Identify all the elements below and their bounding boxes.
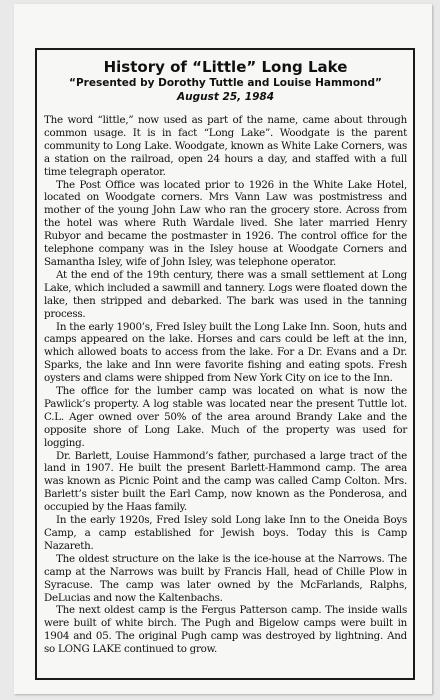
paragraph: In the early 1900’s, Fred Isley built the Long Lake Inn. Soon, huts and camps appeared on the lake. Horses and cars could be left at the inn, which allowed boats to access from the lake. For a Dr. Evans and a Dr. Sparks, the lake and Inn were favorite fishing and eating spots. Fresh oysters and clams were shipped from New York City on ice to the Inn. — [44, 320, 407, 385]
document-page — [14, 4, 432, 694]
paragraph: The office for the lumber camp was located on what is now the Pawlick’s property. A log stable was located near the present Tuttle lot. C.L. Ager owned over 50% of the area around Brandy Lake and the opposite shore of Long Lake. Much of the property was used for logging. — [44, 385, 407, 449]
paragraph: The word “little,” now used as part of the name, came about through common usage. It is in fact “Long Lake”. Woodgate is the parent community to Long Lake. Woodgate, known as White Lake Corners, was a station on the railroad, open 24 hours a day, and staffed with a full time telegraph operator. — [44, 114, 407, 178]
paragraph: The next oldest camp is the Fergus Patterson camp. The inside walls were built of white birch. The Pugh and Bigelow camps were built in 1904 and 05. The original Pugh camp was destroyed by lightning. And so LONG LAKE continued to grow. — [44, 604, 407, 656]
paragraph: The Post Office was located prior to 1926 in the White Lake Hotel, located on Woodgate corners. Mrs Vann Law was postmistress and mother of the young John Law who ran the grocery store. Across from the hotel was where Ruth Wardale lived. She later married Henry Rubyor and became the postmaster in 1926. The control office for the telephone company was in the Isley house at Woodgate Corners and Samantha Isley, wife of John Isley, was telephone operator. — [44, 178, 407, 268]
page-subtitle: “Presented by Dorothy Tuttle and Louise Hammond” — [69, 77, 382, 89]
article-frame — [35, 48, 415, 680]
paragraph: At the end of the 19th century, there was a small settlement at Long Lake, which included a sawmill and tannery. Logs were floated down the lake, then stripped and debarked. The bark was used in the tanning process. — [44, 268, 407, 320]
article-date: August 25, 1984 — [177, 91, 274, 103]
article-body — [44, 114, 407, 656]
paragraph: Dr. Barlett, Louise Hammond’s father, purchased a large tract of the land in 1907. He built the present Barlett-Hammond camp. The area was known as Picnic Point and the camp was called Camp Colton. Mrs. Barlett’s sister built the Earl Camp, now known as the Ponderosa, and occupied by the Haas family. — [44, 449, 407, 514]
page-title: History of “Little” Long Lake — [103, 58, 348, 76]
paragraph: In the early 1920s, Fred Isley sold Long lake Inn to the Oneida Boys Camp, a camp established for Jewish boys. Today this is Camp Nazareth. — [44, 514, 407, 552]
paragraph: The oldest structure on the lake is the ice-house at the Narrows. The camp at the Narrows was built by Francis Hall, head of Chille Plow in Syracuse. The camp was later owned by the McFarlands, Ralphs, DeLucias and now the Kaltenbachs. — [44, 552, 407, 604]
